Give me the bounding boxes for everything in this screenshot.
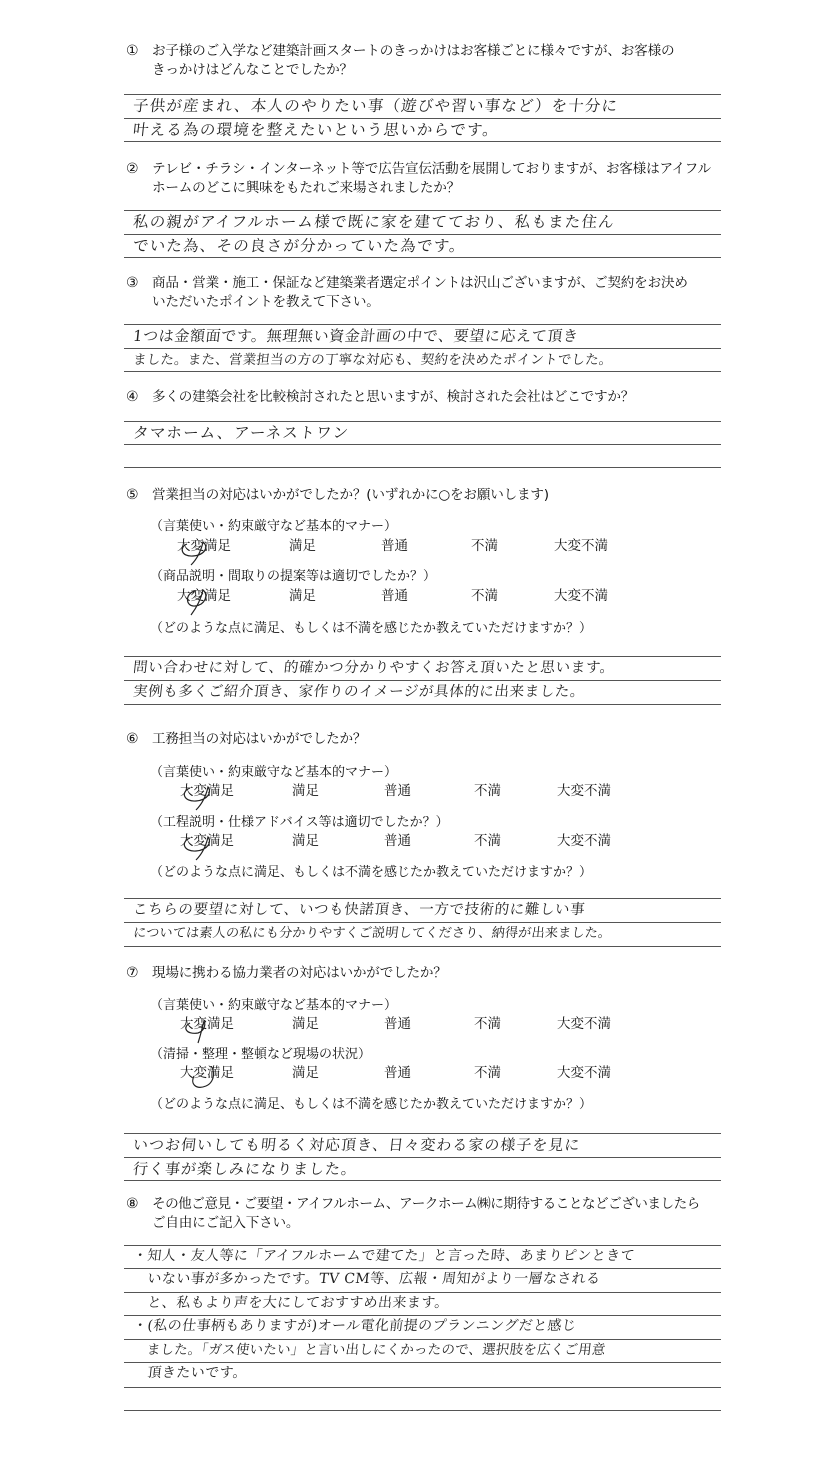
q1-rule-1 <box>124 94 721 95</box>
q8-answer-line1[interactable]: ・知人・友人等に「アイフルホームで建てた」と言った時、あまりピンときて <box>132 1248 636 1264</box>
q4-text-line1: 多くの建築会社を比較検討されたと思いますが、検討された会社はどこですか？ <box>152 389 635 405</box>
q6-number: ⑥ <box>126 731 139 747</box>
q7-rating1-row <box>0 1015 825 1033</box>
q5-rule-1 <box>124 656 721 657</box>
q7-rating2-option-neutral[interactable]: 普通 <box>384 1065 411 1081</box>
q7-number: ⑦ <box>126 965 139 981</box>
q5-rating2-option-very-dissatisfied[interactable]: 大変不満 <box>554 588 608 604</box>
q4-number: ④ <box>126 389 139 405</box>
q1-text-line2: きっかけはどんなことでしたか？ <box>152 62 353 78</box>
q4-rule-3 <box>124 467 721 468</box>
q6-answer-line2[interactable]: については素人の私にも分かりやすくご説明してくださり、納得が出来ました。 <box>132 926 612 941</box>
q6-rating1-label: （言葉使い・約束厳守など基本的マナー） <box>150 765 398 780</box>
q2-rule-1 <box>124 210 721 211</box>
q7-text-line1: 現場に携わる協力業者の対応はいかがでしたか？ <box>152 965 447 981</box>
q1-number: ① <box>126 43 139 59</box>
q8-rule-7 <box>124 1387 721 1388</box>
q7-rating1-label: （言葉使い・約束厳守など基本的マナー） <box>150 998 398 1013</box>
q2-text-line1: テレビ・チラシ・インターネット等で広告宣伝活動を展開しておりますが、お客様はアイフル <box>152 161 711 177</box>
q1-text-line1: お子様のご入学など建築計画スタートのきっかけはお客様ごとに様々ですが、お客様の <box>152 43 675 59</box>
q5-rating1-option-very-satisfied[interactable]: 大変満足 <box>177 537 231 555</box>
q7-followup: （どのような点に満足、もしくは不満を感じたか教えていただけますか？） <box>150 1097 593 1112</box>
q2-rule-2 <box>124 234 721 235</box>
q3-text-line1: 商品・営業・施工・保証など建築業者選定ポイントは沢山ございますが、ご契約をお決め <box>152 275 688 291</box>
q8-answer-line2[interactable]: いない事が多かったです。TV CM等、広報・周知がより一層なされる <box>132 1271 602 1287</box>
q8-answer-line6[interactable]: 頂きたいです。 <box>132 1365 248 1381</box>
q4-rule-1 <box>124 421 721 422</box>
q8-answer-line4[interactable]: ・(私の仕事柄もありますが)オール電化前提のプランニングだと感じ <box>132 1318 578 1334</box>
q3-number: ③ <box>126 275 139 291</box>
q1-answer-line1[interactable]: 子供が産まれ、本人のやりたい事（遊びや習い事など）を十分に <box>132 97 620 115</box>
q7-rating2-row <box>0 1064 825 1082</box>
q5-rating2-option-satisfied[interactable]: 満足 <box>289 588 316 604</box>
q7-rule-2 <box>124 1157 721 1158</box>
q5-rating2-option-very-satisfied[interactable]: 大変満足 <box>177 587 231 605</box>
q6-rating2-label: （工程説明・仕様アドバイス等は適切でしたか？） <box>150 815 449 830</box>
q6-rating1-option-neutral[interactable]: 普通 <box>384 783 411 799</box>
q6-followup: （どのような点に満足、もしくは不満を感じたか教えていただけますか？） <box>150 865 593 880</box>
q5-answer-line1[interactable]: 問い合わせに対して、的確かつ分かりやすくお答え頂いたと思います。 <box>132 660 616 676</box>
q6-rule-3 <box>124 946 721 947</box>
q6-rule-2 <box>124 922 721 923</box>
q5-text-line1: 営業担当の対応はいかがでしたか？(いずれかに○をお願いします) <box>152 487 549 503</box>
q3-answer-line2[interactable]: ました。また、営業担当の方の丁寧な対応も、契約を決めたポイントでした。 <box>132 352 614 368</box>
q1-answer-line2[interactable]: 叶える為の環境を整えたいという思いからです。 <box>132 121 501 139</box>
q5-rating2-row <box>0 587 825 605</box>
q3-rule-1 <box>124 324 721 325</box>
q6-rule-1 <box>124 898 721 899</box>
q8-number: ⑧ <box>126 1196 139 1212</box>
q1-rule-3 <box>124 141 721 142</box>
q5-rating2-option-neutral[interactable]: 普通 <box>381 588 408 604</box>
q5-rating1-option-very-dissatisfied[interactable]: 大変不満 <box>554 538 608 554</box>
q8-answer-line5[interactable]: ました。「ガス使いたい」と言い出しにくかったので、選択肢を広くご用意 <box>132 1342 607 1358</box>
q2-text-line2: ホームのどこに興味をもたれご来場されましたか？ <box>152 180 461 196</box>
q7-rating2-option-very-satisfied[interactable]: 大変満足 <box>180 1064 234 1082</box>
q7-rule-3 <box>124 1180 721 1181</box>
q2-answer-line1[interactable]: 私の親がアイフルホーム様で既に家を建てており、私もまた住ん <box>132 213 616 231</box>
q8-answer-line3[interactable]: と、私もより声を大にしておすすめ出来ます。 <box>132 1295 450 1311</box>
q7-rating1-option-neutral[interactable]: 普通 <box>384 1016 411 1032</box>
q6-rating2-option-very-dissatisfied[interactable]: 大変不満 <box>557 833 611 849</box>
q7-rating2-label: （清掃・整理・整頓など現場の状況） <box>150 1047 372 1062</box>
q2-answer-line2[interactable]: でいた為、その良さが分かっていた為です。 <box>132 237 467 255</box>
q5-rating1-option-neutral[interactable]: 普通 <box>381 538 408 554</box>
q5-rating1-label: （言葉使い・約束厳守など基本的マナー） <box>150 519 398 534</box>
q8-rule-8 <box>124 1410 721 1411</box>
q7-rating1-option-dissatisfied[interactable]: 不満 <box>474 1016 501 1032</box>
q4-rule-2 <box>124 444 721 445</box>
q5-rating1-option-dissatisfied[interactable]: 不満 <box>471 538 498 554</box>
q4-answer-line1[interactable]: タマホーム、アーネストワン <box>132 424 351 442</box>
q5-rule-3 <box>124 704 721 705</box>
q6-rating1-option-very-dissatisfied[interactable]: 大変不満 <box>557 783 611 799</box>
q6-rating2-option-very-satisfied[interactable]: 大変満足 <box>180 832 234 850</box>
q5-followup: （どのような点に満足、もしくは不満を感じたか教えていただけますか？） <box>150 621 593 636</box>
q5-rating2-label: （商品説明・間取りの提案等は適切でしたか？） <box>150 569 437 584</box>
q7-rating2-option-satisfied[interactable]: 満足 <box>292 1065 319 1081</box>
q6-rating1-row <box>0 782 825 800</box>
q6-text-line1: 工務担当の対応はいかがでしたか？ <box>152 731 367 747</box>
q5-rule-2 <box>124 680 721 681</box>
q6-rating2-option-satisfied[interactable]: 満足 <box>292 833 319 849</box>
q6-rating2-row <box>0 832 825 850</box>
q6-rating1-option-very-satisfied[interactable]: 大変満足 <box>180 782 234 800</box>
q5-rating1-row <box>0 537 825 555</box>
q2-number: ② <box>126 161 139 177</box>
q8-text-line1: その他ご意見・ご要望・アイフルホーム、アークホーム㈱に期待することなどございましたら <box>152 1196 700 1212</box>
q5-rating2-option-dissatisfied[interactable]: 不満 <box>471 588 498 604</box>
q7-rule-1 <box>124 1133 721 1134</box>
q6-rating1-option-dissatisfied[interactable]: 不満 <box>474 783 501 799</box>
q7-rating2-option-dissatisfied[interactable]: 不満 <box>474 1065 501 1081</box>
q3-rule-2 <box>124 348 721 349</box>
q8-text-line2: ご自由にご記入下さい。 <box>152 1215 300 1231</box>
q7-rating2-option-very-dissatisfied[interactable]: 大変不満 <box>557 1065 611 1081</box>
q6-rating2-option-dissatisfied[interactable]: 不満 <box>474 833 501 849</box>
q1-rule-2 <box>124 118 721 119</box>
q5-number: ⑤ <box>126 487 139 503</box>
q5-rating1-option-satisfied[interactable]: 満足 <box>289 538 316 554</box>
q3-answer-line1[interactable]: 1つは金額面です。無理無い資金計画の中で、要望に応えて頂き <box>132 327 580 345</box>
q2-rule-3 <box>124 257 721 258</box>
q7-answer-line1[interactable]: いつお伺いしても明るく対応頂き、日々変わる家の様子を見に <box>132 1136 582 1154</box>
q6-rating2-option-neutral[interactable]: 普通 <box>384 833 411 849</box>
q7-rating1-option-very-dissatisfied[interactable]: 大変不満 <box>557 1016 611 1032</box>
q6-answer-line1[interactable]: こちらの要望に対して、いつも快諾頂き、一方で技術的に難しい事 <box>132 902 587 918</box>
q3-rule-3 <box>124 371 721 372</box>
q6-rating1-option-satisfied[interactable]: 満足 <box>292 783 319 799</box>
q3-text-line2: いただいたポイントを教えて下さい。 <box>152 294 380 310</box>
q7-rating1-option-very-satisfied[interactable]: 大変満足 <box>180 1015 234 1033</box>
q7-answer-line2[interactable]: 行く事が楽しみになりました。 <box>132 1160 359 1178</box>
q5-answer-line2[interactable]: 実例も多くご紹介頂き、家作りのイメージが具体的に出来ました。 <box>132 684 586 700</box>
q7-rating1-option-satisfied[interactable]: 満足 <box>292 1016 319 1032</box>
